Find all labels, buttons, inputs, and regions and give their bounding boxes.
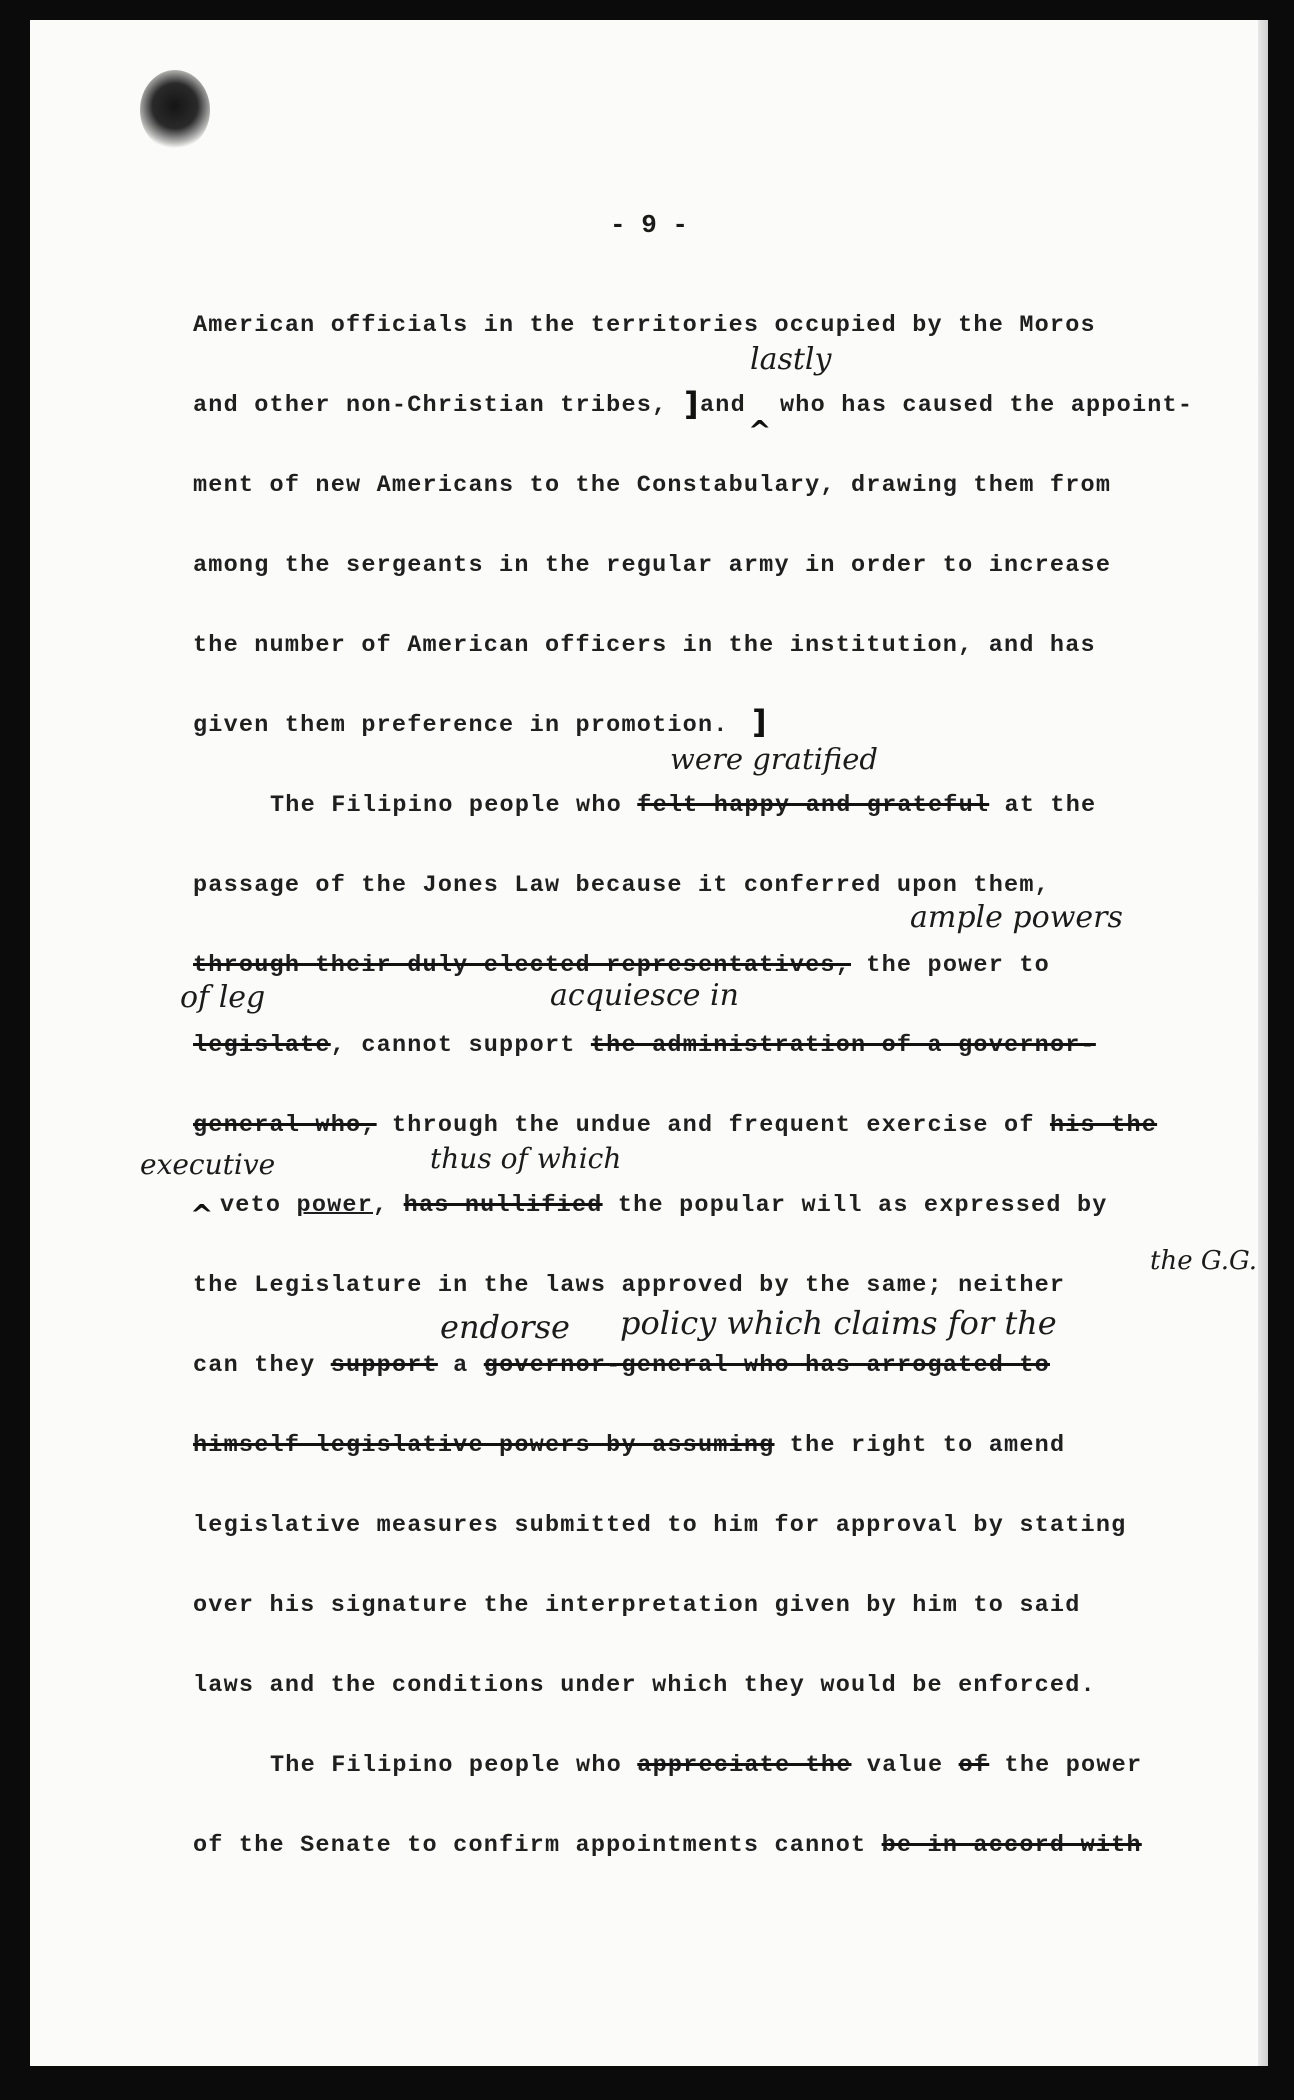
text-line: American officials in the territories occupied by the Moros (193, 312, 1096, 339)
text-line: himself legislative powers by assuming the right to amend (193, 1432, 1066, 1459)
ink-blot-stain (140, 70, 210, 150)
handwritten-annotation: executive (140, 1148, 276, 1181)
handwritten-annotation: endorse (440, 1308, 570, 1346)
text-line: and (700, 392, 746, 419)
text-line: the number of American officers in the institution, and has (193, 632, 1096, 659)
bracket-mark: ] (752, 703, 767, 741)
text-line: general who, through the undue and frequent exercise of his the (193, 1112, 1158, 1139)
insertion-caret: ^ (190, 1198, 214, 1231)
text-line: ment of new Americans to the Constabulary, drawing them from (193, 472, 1112, 499)
text-line: given them preference in promotion. (193, 712, 729, 739)
text-line: of the Senate to confirm appointments cannot be in accord with (193, 1832, 1142, 1859)
handwritten-annotation: thus of which (430, 1142, 622, 1175)
text-line: the Legislature in the laws approved by the same; neither (193, 1272, 1066, 1299)
bracket-mark: ] (684, 385, 699, 423)
handwritten-annotation: ample powers (910, 900, 1123, 935)
page-edge-shadow (1258, 20, 1268, 2066)
text-line: The Filipino people who felt happy and grateful at the (270, 792, 1097, 819)
handwritten-annotation: the G.G. (1150, 1246, 1258, 1276)
text-line: The Filipino people who appreciate the value of the power (270, 1752, 1143, 1779)
text-line: legislative measures submitted to him for approval by stating (193, 1512, 1127, 1539)
text-line: through their duly elected representatives, the power to (193, 952, 1050, 979)
insertion-caret: ^ (748, 414, 772, 447)
text-line: among the sergeants in the regular army in order to increase (193, 552, 1112, 579)
handwritten-annotation: were gratified (670, 742, 878, 776)
text-line: over his signature the interpretation given by him to said (193, 1592, 1081, 1619)
text-line: passage of the Jones Law because it conferred upon them, (193, 872, 1050, 899)
text-line: and other non-Christian tribes, (193, 392, 668, 419)
page-number: - 9 - (609, 210, 688, 240)
text-line: legislate, cannot support the administration of a governor- (193, 1032, 1096, 1059)
text-line: laws and the conditions under which they would be enforced. (193, 1672, 1096, 1699)
handwritten-annotation: acquiesce in (550, 978, 739, 1013)
text-line: can they support a governor-general who has arrogated to (193, 1352, 1050, 1379)
document-page (30, 20, 1268, 2066)
handwritten-annotation: policy which claims for the (620, 1304, 1057, 1342)
text-line: who has caused the appoint- (780, 392, 1194, 419)
handwritten-annotation: of leg (180, 980, 266, 1015)
text-line: veto power, has nullified the popular will as expressed by (220, 1192, 1108, 1219)
handwritten-annotation: lastly (750, 342, 832, 377)
